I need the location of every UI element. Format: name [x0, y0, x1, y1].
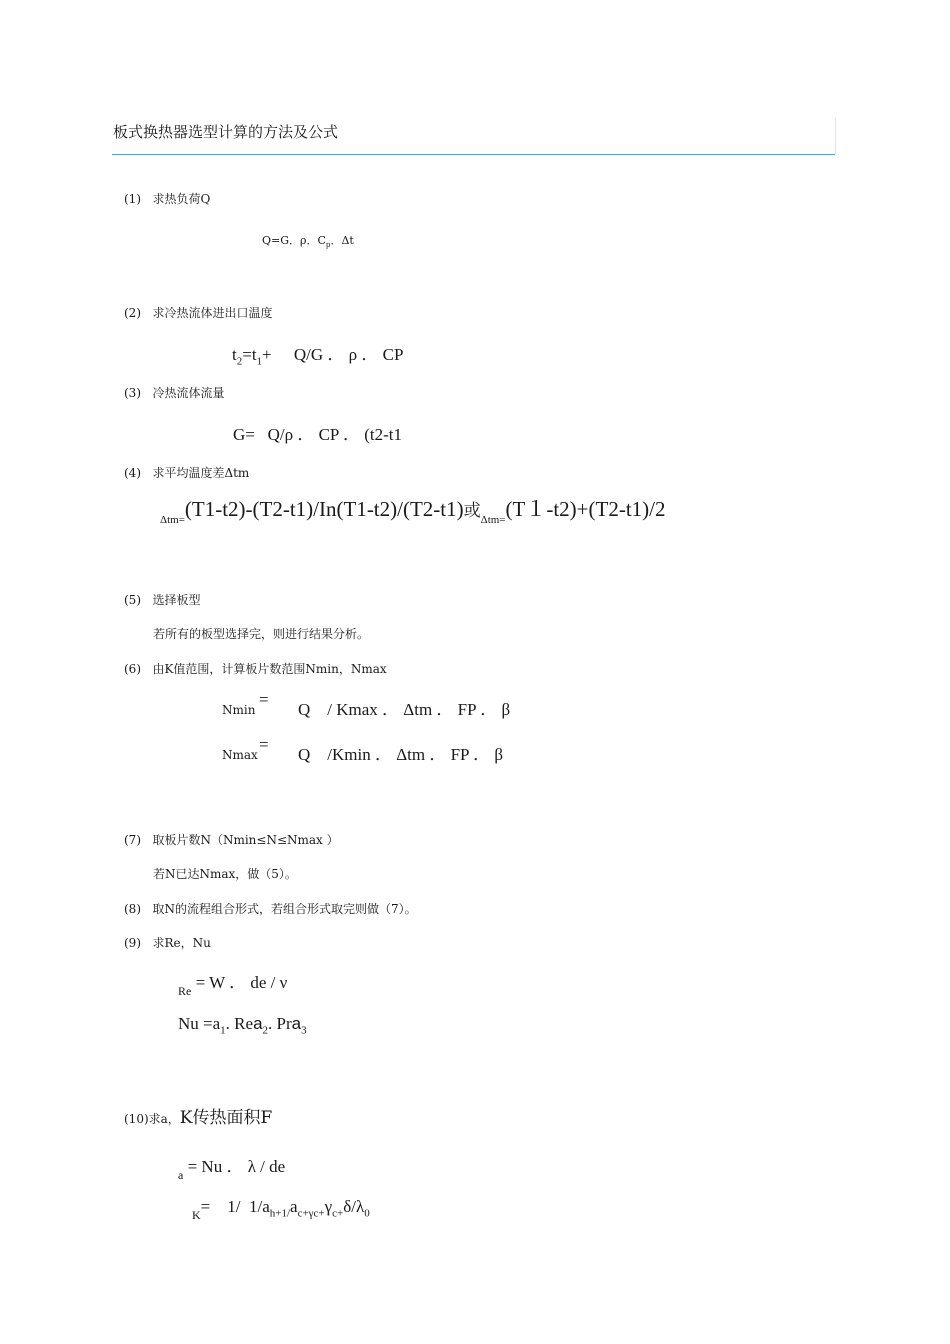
- nmax-eq: =: [259, 735, 269, 754]
- step-3-formula: G= Q/ρ ． CP ． (t2-t1: [233, 425, 403, 444]
- header-corner-mark: [835, 118, 836, 155]
- nmax-lhs: Nmax: [222, 748, 258, 762]
- step-1-label: (1) 求热负荷Q: [124, 192, 211, 206]
- step-8-label: (8) 取N的流程组合形式，若组合形式取完则做（7）。: [124, 902, 417, 916]
- nmin-formula: Q / Kmax ． Δtm ． FP ． β: [298, 700, 511, 719]
- nmin-eq: =: [259, 690, 269, 709]
- title-divider: [112, 154, 836, 155]
- re-formula: $_{Re}$ = W ． de / ν: [178, 973, 288, 998]
- step-10-label: (10)求a，K传热面积F: [124, 1108, 273, 1128]
- page-title: 板式换热器选型计算的方法及公式: [113, 123, 339, 141]
- step-3-label: (3) 冷热流体流量: [124, 386, 225, 400]
- step-1-formula: Q=G．ρ．$C_p$．Δt: [262, 234, 354, 250]
- step-4-label: (4) 求平均温度差Δtm: [124, 466, 250, 480]
- k-formula: $_K$= 1/ $1/a_{h+1/}a_{c+\gamma c+}\gamma_{c+}\delta/\lambda_0$: [192, 1197, 370, 1222]
- nu-formula: $Nu =a_1$. Rea$_2$. Pra$_3$: [178, 1014, 307, 1037]
- nmin-lhs: Nmin: [222, 703, 256, 717]
- a-formula: $_a$ = Nu ． λ / de: [178, 1157, 286, 1182]
- step-9-label: (9) 求Re，Nu: [124, 936, 211, 950]
- step-2-label: (2) 求冷热流体进出口温度: [124, 306, 273, 320]
- nmax-formula: Q /Kmin ． Δtm ． FP ． β: [298, 745, 504, 764]
- step-6-label: (6) 由K值范围，计算板片数范围Nmin，Nmax: [124, 662, 387, 676]
- step-4-formula: $_{\Delta tm=}$(T1-t2)-(T2-t1)/In(T1-t2)/(T2-t1)或$_{\Delta tm=}$(T１-t2)+(T2-t1)/2: [160, 497, 666, 526]
- step-5-label: (5) 选择板型: [124, 593, 201, 607]
- step-7-note: 若N已达Nmax，做（5）。: [153, 867, 297, 881]
- step-5-note: 若所有的板型选择完，则进行结果分析。: [153, 627, 370, 641]
- step-7-label: (7) 取板片数N（Nmin≤N≤Nmax ）: [124, 833, 339, 847]
- step-2-formula: $t_2=t_1+ Q/G$ ． ρ ． CP: [232, 345, 404, 368]
